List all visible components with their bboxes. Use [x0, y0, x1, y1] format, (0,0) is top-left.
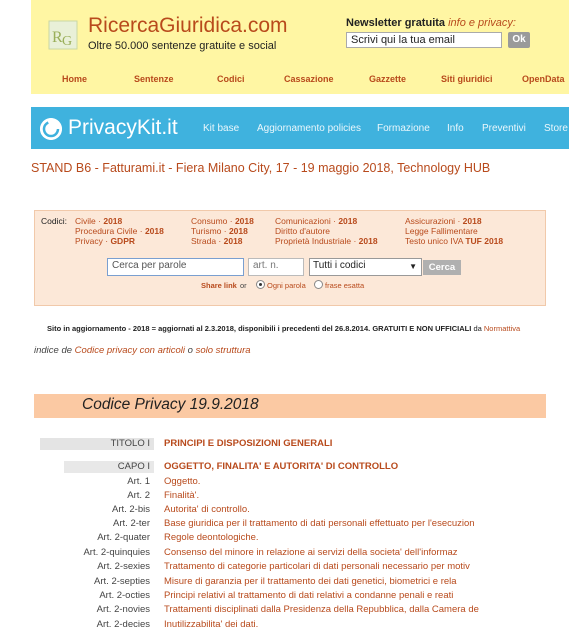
toc-label: Art. 2-quinquies [83, 547, 150, 558]
newsletter-title: Newsletter gratuita [346, 17, 446, 29]
toc-item[interactable]: Misure di garanzia per il trattamento dei dati genetici, biometrici e rela [164, 576, 457, 587]
toc-label: Art. 2-bis [111, 504, 150, 515]
newsletter-ok-button[interactable]: Ok [508, 32, 530, 48]
radio-frase-esatta[interactable] [314, 280, 323, 289]
indice-line [34, 345, 251, 356]
newsletter-privacy-link[interactable]: info e privacy: [448, 17, 516, 29]
top-nav [31, 74, 569, 88]
codice-link[interactable]: Turismo · 2018 [191, 226, 248, 236]
pk-nav-kit-base[interactable]: Kit base [203, 123, 240, 134]
privacykit-logo-icon[interactable] [40, 118, 62, 140]
svg-text:G: G [62, 34, 73, 49]
rg-logo-icon[interactable] [48, 20, 78, 50]
cerca-button[interactable]: Cerca [423, 260, 461, 275]
nav-sentenze[interactable]: Sentenze [134, 74, 174, 84]
update-notice-text: Sito in aggiornamento - 2018 = aggiornati al 2.3.2018, disponibili i precedenti del 26.8.2014. GRATUITI E NON UFFICIALI [47, 324, 472, 333]
toc-item[interactable]: Consenso del minore in relazione ai servizi della societa' dell'informaz [164, 547, 458, 558]
pk-nav-preventivi[interactable]: Preventivi [482, 123, 526, 134]
search-input[interactable]: Cerca per parole [107, 258, 244, 276]
toc-label: TITOLO I [40, 438, 154, 450]
nav-codici[interactable]: Codici [217, 74, 245, 84]
codice-link[interactable]: Proprietà Industriale · 2018 [275, 236, 378, 246]
pk-nav-formazione[interactable]: Formazione [377, 123, 430, 134]
newsletter-email-input[interactable]: Scrivi qui la tua email [346, 32, 502, 48]
codice-link[interactable]: Testo unico IVA TUF 2018 [405, 236, 504, 246]
svg-text:R: R [52, 29, 63, 46]
chevron-down-icon: ▼ [409, 262, 417, 271]
toc-label: Art. 2-quater [97, 532, 150, 543]
toc-heading[interactable]: PRINCIPI E DISPOSIZIONI GENERALI [164, 438, 333, 449]
toc-item[interactable]: Oggetto. [164, 476, 201, 487]
toc-label: Art. 2-septies [94, 576, 150, 587]
codice-link[interactable]: Strada · 2018 [191, 236, 243, 246]
toc-item[interactable]: Trattamento di categorie particolari di dati personali necessario per motiv [164, 561, 470, 572]
nav-cassazione[interactable]: Cassazione [284, 74, 334, 84]
toc-heading[interactable]: OGGETTO, FINALITA' E AUTORITA' DI CONTROLLO [164, 461, 399, 472]
site-title[interactable]: RicercaGiuridica.com [88, 14, 288, 37]
or-text: or [240, 281, 247, 290]
radio-ogni-parola[interactable] [256, 280, 265, 289]
radio-frase-esatta-label: frase esatta [325, 281, 365, 290]
nav-gazzette[interactable]: Gazzette [369, 74, 407, 84]
codice-link[interactable]: Diritto d'autore [275, 226, 331, 236]
codici-select[interactable] [309, 258, 422, 276]
radio-ogni-parola-label: Ogni parola [267, 281, 306, 290]
pk-nav-store[interactable]: Store [544, 123, 568, 134]
toc-label: Art. 2-novies [96, 604, 150, 615]
nav-siti-giuridici[interactable]: Siti giuridici [441, 74, 493, 84]
codice-articoli-link[interactable]: Codice privacy con articoli [74, 345, 186, 356]
pk-nav-info[interactable]: Info [447, 123, 464, 134]
pk-nav-aggiornamento[interactable]: Aggiornamento policies [257, 123, 361, 134]
codice-link[interactable]: Consumo · 2018 [191, 216, 254, 226]
toc-label: Art. 2-decies [96, 619, 150, 630]
toc-item[interactable]: Principi relativi al trattamento di dati relativi a condanne penali e reati [164, 590, 454, 601]
codici-select-value: Tutti i codici [313, 260, 366, 271]
toc-item[interactable]: Base giuridica per il trattamento di dati personali effettuato per l'esecuzion [164, 518, 475, 529]
site-subtitle: Oltre 50.000 sentenze gratuite e social [88, 40, 277, 52]
indice-sep: o [187, 345, 193, 356]
toc-item[interactable]: Inutilizzabilita' dei dati. [164, 619, 259, 630]
toc-label: CAPO I [64, 461, 154, 473]
codice-link[interactable]: Assicurazioni · 2018 [405, 216, 482, 226]
update-notice-da: da [473, 324, 482, 333]
toc-label: Art. 2 [127, 490, 150, 501]
codice-link[interactable]: Comunicazioni · 2018 [275, 216, 358, 226]
toc-label: Art. 2-ter [113, 518, 150, 529]
toc-item[interactable]: Trattamenti disciplinati dalla Presidenza della Repubblica, dalla Camera de [164, 604, 479, 615]
normattiva-link[interactable]: Normattiva [483, 324, 521, 333]
codici-label: Codici: [41, 216, 67, 226]
indice-prefix: indice de [34, 345, 73, 356]
codice-link[interactable]: Legge Fallimentare [405, 226, 478, 236]
codice-link[interactable]: Procedura Civile · 2018 [75, 226, 164, 236]
toc-item[interactable]: Autorita' di controllo. [164, 504, 250, 515]
share-link[interactable]: Share link [201, 281, 237, 290]
toc-label: Art. 2-sexies [97, 561, 150, 572]
toc-label: Art. 1 [127, 476, 150, 487]
nav-home[interactable]: Home [62, 74, 88, 84]
toc-item[interactable]: Finalità'. [164, 490, 200, 501]
toc-label: Art. 2-octies [99, 590, 150, 601]
codice-link[interactable]: Civile · 2018 [75, 216, 123, 226]
nav-opendata[interactable]: OpenData [522, 74, 565, 84]
codice-title: Codice Privacy 19.9.2018 [82, 396, 259, 413]
privacykit-title[interactable]: PrivacyKit.it [68, 116, 178, 139]
codice-link[interactable]: Privacy · GDPR [75, 236, 135, 246]
solo-struttura-link[interactable]: solo struttura [195, 345, 251, 356]
toc-item[interactable]: Regole deontologiche. [164, 532, 259, 543]
stand-banner[interactable]: STAND B6 - Fatturami.it - Fiera Milano City, 17 - 19 maggio 2018, Technology HUB [31, 161, 491, 175]
newsletter-label [346, 17, 516, 29]
article-number-input[interactable]: art. n. [248, 258, 304, 276]
update-notice [47, 324, 520, 333]
